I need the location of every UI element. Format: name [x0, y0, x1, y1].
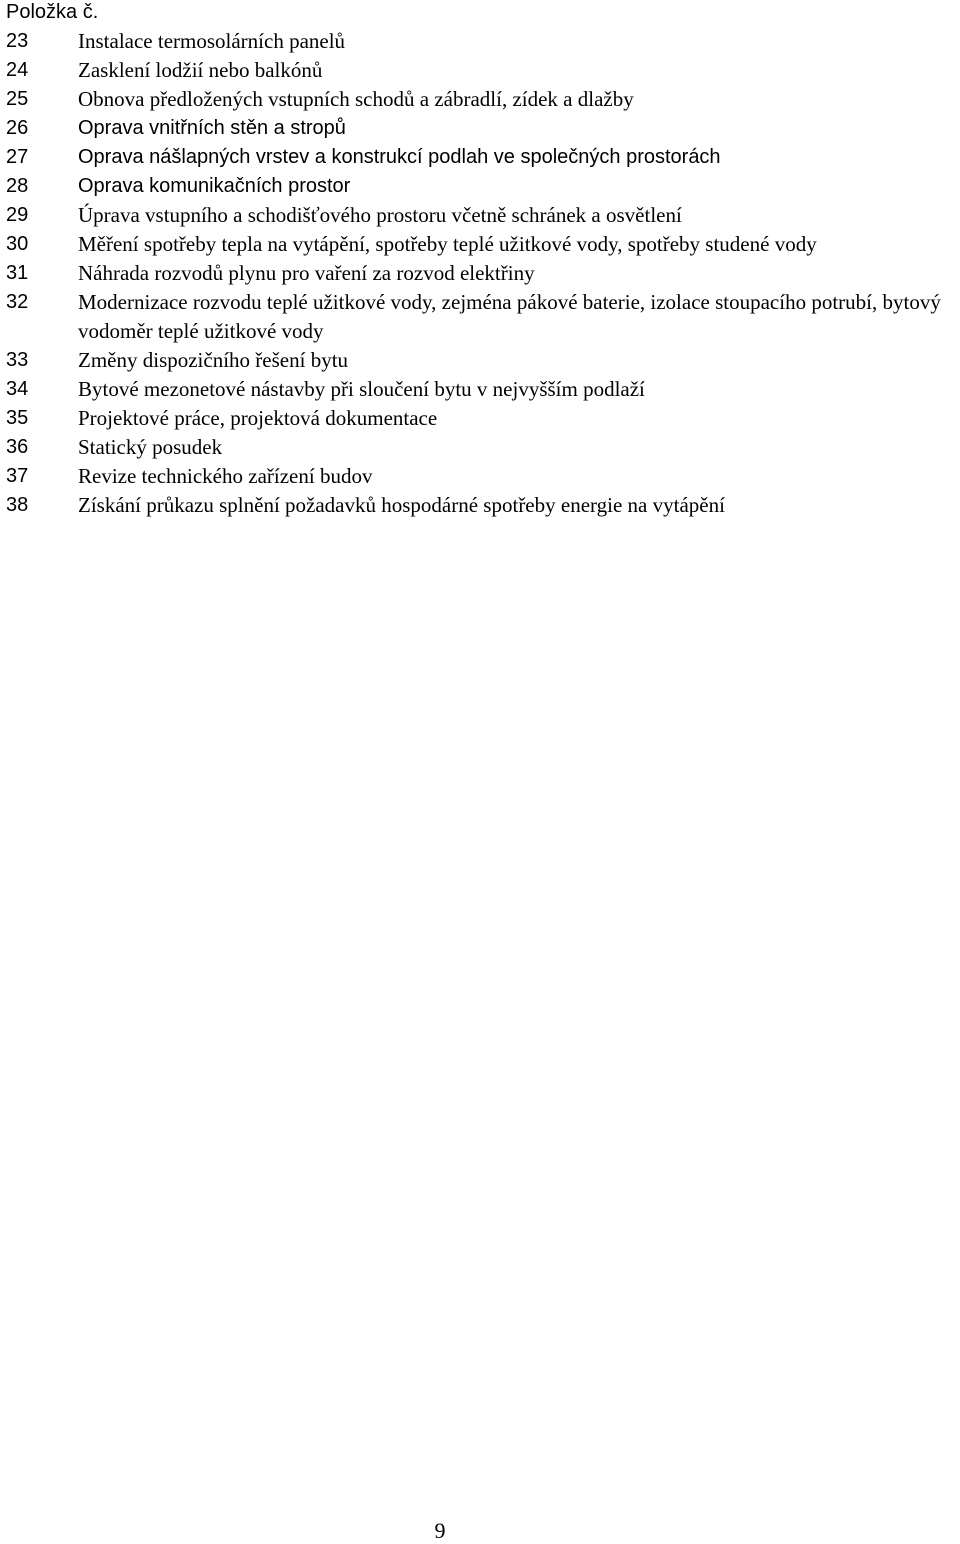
- item-text: Statický posudek: [78, 435, 223, 459]
- item-text: Oprava komunikačních prostor: [78, 175, 351, 197]
- item-text: Modernizace rozvodu teplé užitkové vody, zejména pákové baterie, izolace stoupacího potrubí, bytový vodoměr teplé užitkové vody: [78, 290, 941, 343]
- list-item: [6, 172, 960, 201]
- list-item: [6, 491, 960, 520]
- item-number: 37: [6, 465, 29, 487]
- item-text: Úprava vstupního a schodišťového prostoru včetně schránek a osvětlení: [78, 203, 682, 227]
- item-text: Oprava nášlapných vrstev a konstrukcí podlah ve společných prostorách: [78, 146, 721, 168]
- item-number: 35: [6, 407, 29, 429]
- item-text: Měření spotřeby tepla na vytápění, spotřeby teplé užitkové vody, spotřeby studené vody: [78, 232, 817, 256]
- list-heading: Položka č.: [6, 1, 99, 23]
- item-text: Projektové práce, projektová dokumentace: [78, 406, 438, 430]
- item-text: Revize technického zařízení budov: [78, 464, 373, 488]
- item-number: 23: [6, 30, 29, 52]
- list-item: [6, 56, 960, 85]
- list-item: [6, 404, 960, 433]
- item-number: 33: [6, 349, 29, 371]
- item-number: 30: [6, 233, 29, 255]
- item-number: 36: [6, 436, 29, 458]
- list-item: [6, 259, 960, 288]
- item-text: Oprava vnitřních stěn a stropů: [78, 117, 346, 139]
- list-item: [6, 462, 960, 491]
- item-text: Instalace termosolárních panelů: [78, 29, 346, 53]
- item-number: 38: [6, 494, 29, 516]
- page-number: 9: [434, 1518, 446, 1543]
- item-text: Bytové mezonetové nástavby při sloučení bytu v nejvyšším podlaží: [78, 377, 645, 401]
- list-item: [6, 85, 960, 114]
- item-number: 25: [6, 88, 29, 110]
- list-item: [6, 288, 960, 346]
- list-item: [6, 201, 960, 230]
- item-text: Změny dispozičního řešení bytu: [78, 348, 349, 372]
- list-item: [6, 143, 960, 172]
- list-item: [6, 230, 960, 259]
- item-number: 34: [6, 378, 29, 400]
- item-number: 29: [6, 204, 29, 226]
- item-number: 28: [6, 175, 29, 197]
- list-item: [6, 27, 960, 56]
- list-item: [6, 346, 960, 375]
- item-number: 32: [6, 291, 29, 313]
- list-item: [6, 433, 960, 462]
- list-item: [6, 375, 960, 404]
- list-item: [6, 114, 960, 143]
- item-number: 27: [6, 146, 29, 168]
- item-text: Získání průkazu splnění požadavků hospodárné spotřeby energie na vytápění: [78, 493, 725, 517]
- item-text: Zasklení lodžií nebo balkónů: [78, 58, 323, 82]
- item-number: 24: [6, 59, 29, 81]
- item-list: [6, 27, 960, 520]
- item-text: Obnova předložených vstupních schodů a zábradlí, zídek a dlažby: [78, 87, 634, 111]
- item-text: Náhrada rozvodů plynu pro vaření za rozvod elektřiny: [78, 261, 535, 285]
- item-number: 31: [6, 262, 29, 284]
- item-number: 26: [6, 117, 29, 139]
